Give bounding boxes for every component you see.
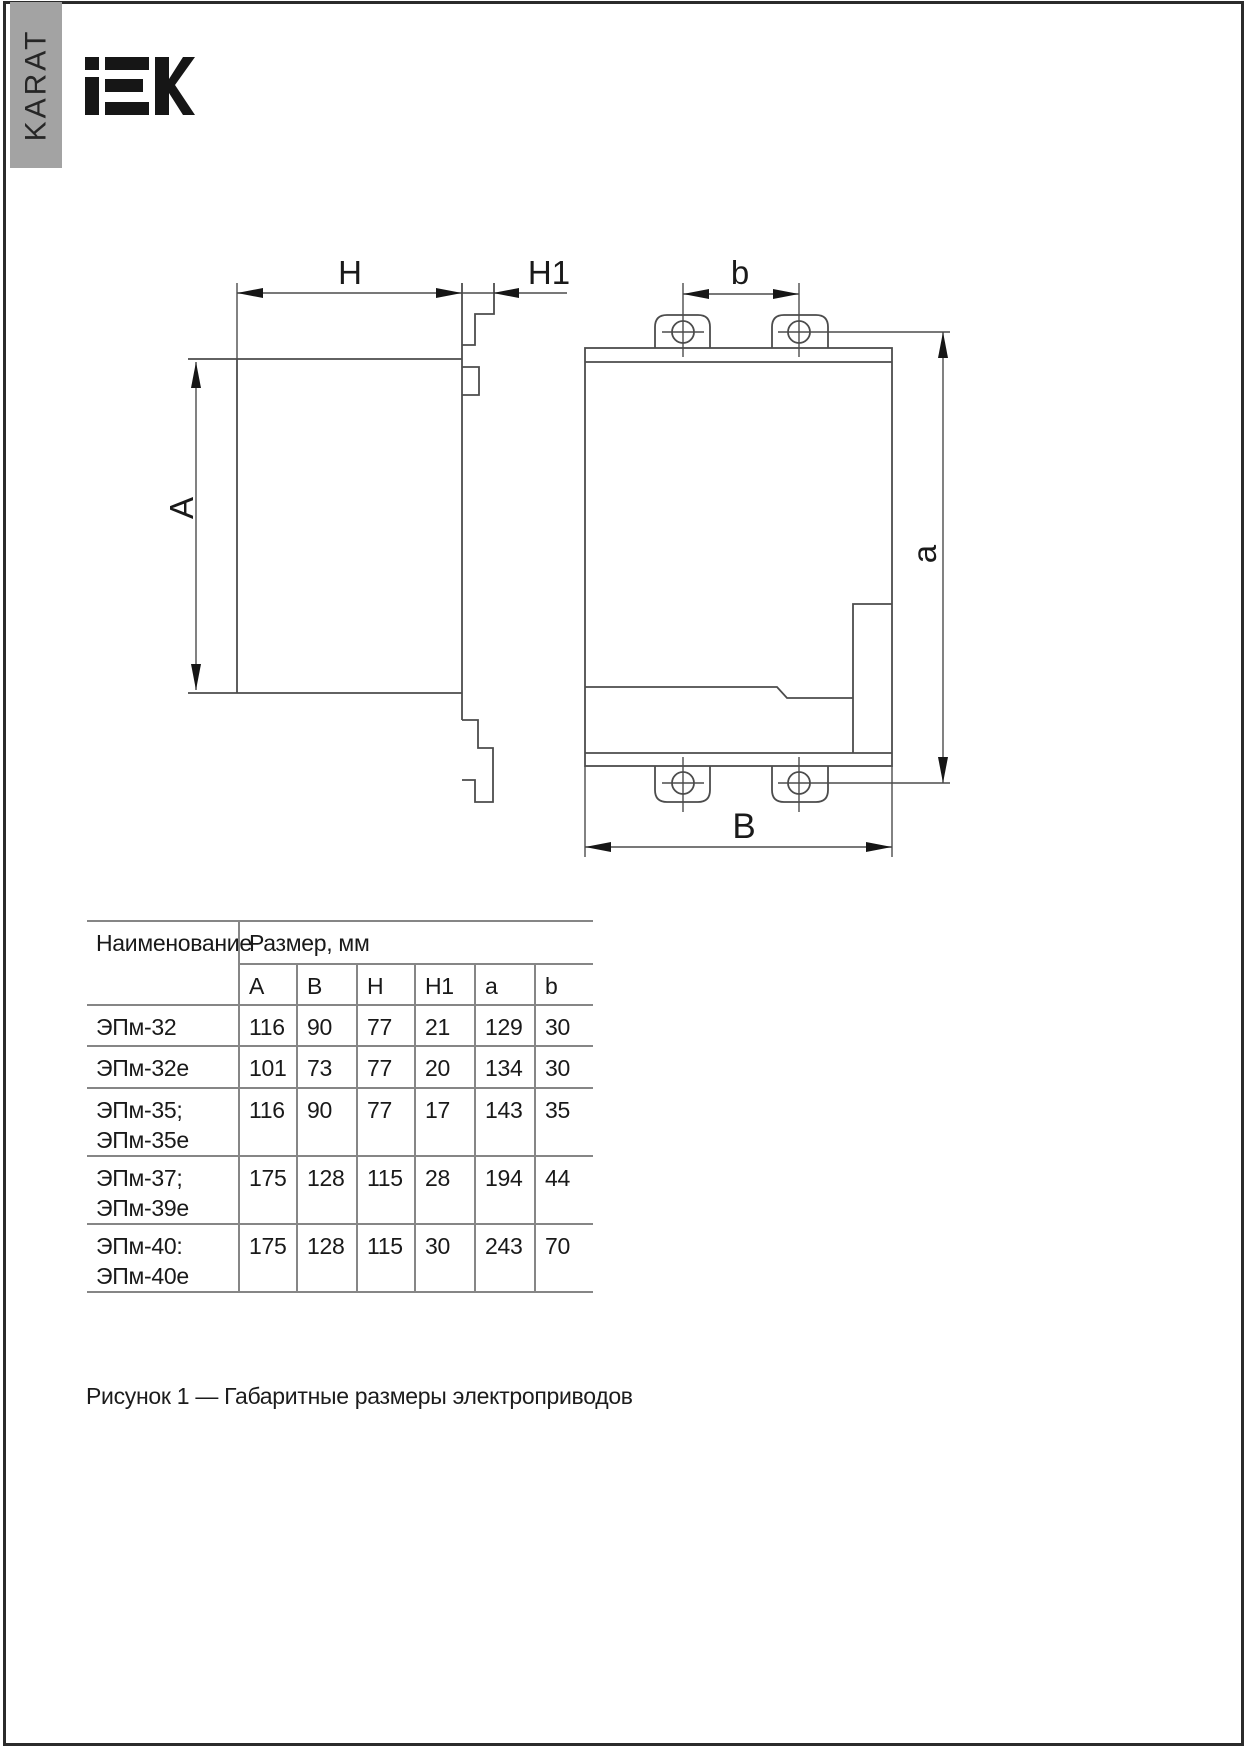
cell-H1: 21 <box>415 1005 475 1046</box>
cell-b: 70 <box>535 1224 593 1292</box>
cell-H1: 17 <box>415 1088 475 1156</box>
dimension-H-H1 <box>237 283 567 359</box>
model-name: ЭПм-37; <box>96 1165 183 1191</box>
cell-H: 115 <box>357 1156 415 1224</box>
dim-label-a: a <box>906 544 943 564</box>
arrow-right-icon <box>436 288 462 298</box>
arrow-up-icon <box>191 362 201 388</box>
front-view <box>585 283 950 857</box>
model-name: ЭПм-40: <box>96 1233 183 1259</box>
cell-B: 73 <box>297 1046 357 1088</box>
figure-caption: Рисунок 1 — Габаритные размеры электроприводов <box>86 1383 633 1409</box>
dim-label-B: B <box>732 807 756 846</box>
side-view-top-flange-step <box>462 367 479 395</box>
cell-B: 90 <box>297 1005 357 1046</box>
side-view-bottom-flange <box>462 720 493 802</box>
cell-A: 101 <box>239 1046 297 1088</box>
model-name: ЭПм-32е <box>96 1055 189 1081</box>
dim-label-A: A <box>163 496 200 520</box>
cell-H: 77 <box>357 1005 415 1046</box>
model-name: ЭПм-35; <box>96 1097 183 1123</box>
cell-B: 90 <box>297 1088 357 1156</box>
dim-label-H1: H1 <box>527 254 571 291</box>
cell-a: 243 <box>475 1224 535 1292</box>
cell-b: 35 <box>535 1088 593 1156</box>
cell-b: 30 <box>535 1005 593 1046</box>
table-row <box>87 1224 593 1292</box>
column-header-a: a <box>475 964 535 1005</box>
column-header-B: B <box>297 964 357 1005</box>
front-view-body <box>585 348 892 766</box>
column-header-name: Наименование <box>87 921 239 1005</box>
arrow-left-icon <box>237 288 263 298</box>
cell-A: 116 <box>239 1088 297 1156</box>
arrow-left-icon <box>683 289 709 299</box>
front-view-inner-block <box>853 604 892 753</box>
column-header-H: H <box>357 964 415 1005</box>
cell-b: 30 <box>535 1046 593 1088</box>
cell-a: 194 <box>475 1156 535 1224</box>
table-row <box>87 1156 593 1224</box>
table-header-row-1 <box>87 921 593 964</box>
table-row <box>87 1046 593 1088</box>
column-header-H1: H1 <box>415 964 475 1005</box>
dim-label-b: b <box>730 254 750 291</box>
arrow-left-icon <box>585 842 611 852</box>
model-name: ЭПм-40е <box>96 1263 189 1289</box>
cell-b: 44 <box>535 1156 593 1224</box>
cell-a: 129 <box>475 1005 535 1046</box>
column-header-A: A <box>239 964 297 1005</box>
column-group-header-size: Размер, мм <box>239 921 593 964</box>
dimensions-table <box>87 920 593 1293</box>
model-name: ЭПм-39е <box>96 1195 189 1221</box>
arrow-down-icon <box>191 664 201 690</box>
cell-B: 128 <box>297 1156 357 1224</box>
table-row <box>87 1088 593 1156</box>
cell-H: 77 <box>357 1046 415 1088</box>
dim-label-H: H <box>338 254 362 291</box>
dimension-labels <box>163 254 943 846</box>
cell-H1: 20 <box>415 1046 475 1088</box>
arrow-right-icon <box>773 289 799 299</box>
column-header-b: b <box>535 964 593 1005</box>
arrow-right-icon <box>866 842 892 852</box>
arrow-up-icon <box>938 332 948 358</box>
arrow-down-icon <box>938 757 948 783</box>
cell-H1: 30 <box>415 1224 475 1292</box>
cell-A: 175 <box>239 1224 297 1292</box>
arrow-left-icon <box>493 288 519 298</box>
cell-B: 128 <box>297 1224 357 1292</box>
dimension-A <box>191 362 201 690</box>
front-view-inner-step <box>585 687 853 698</box>
cell-H: 77 <box>357 1088 415 1156</box>
cell-a: 143 <box>475 1088 535 1156</box>
side-view <box>188 283 567 802</box>
cell-A: 116 <box>239 1005 297 1046</box>
cell-a: 134 <box>475 1046 535 1088</box>
table-row <box>87 1005 593 1046</box>
model-name: ЭПм-32 <box>96 1014 177 1040</box>
cell-H: 115 <box>357 1224 415 1292</box>
karat-label: KARAT <box>19 28 53 142</box>
cell-H1: 28 <box>415 1156 475 1224</box>
cell-A: 175 <box>239 1156 297 1224</box>
model-name: ЭПм-35е <box>96 1127 189 1153</box>
